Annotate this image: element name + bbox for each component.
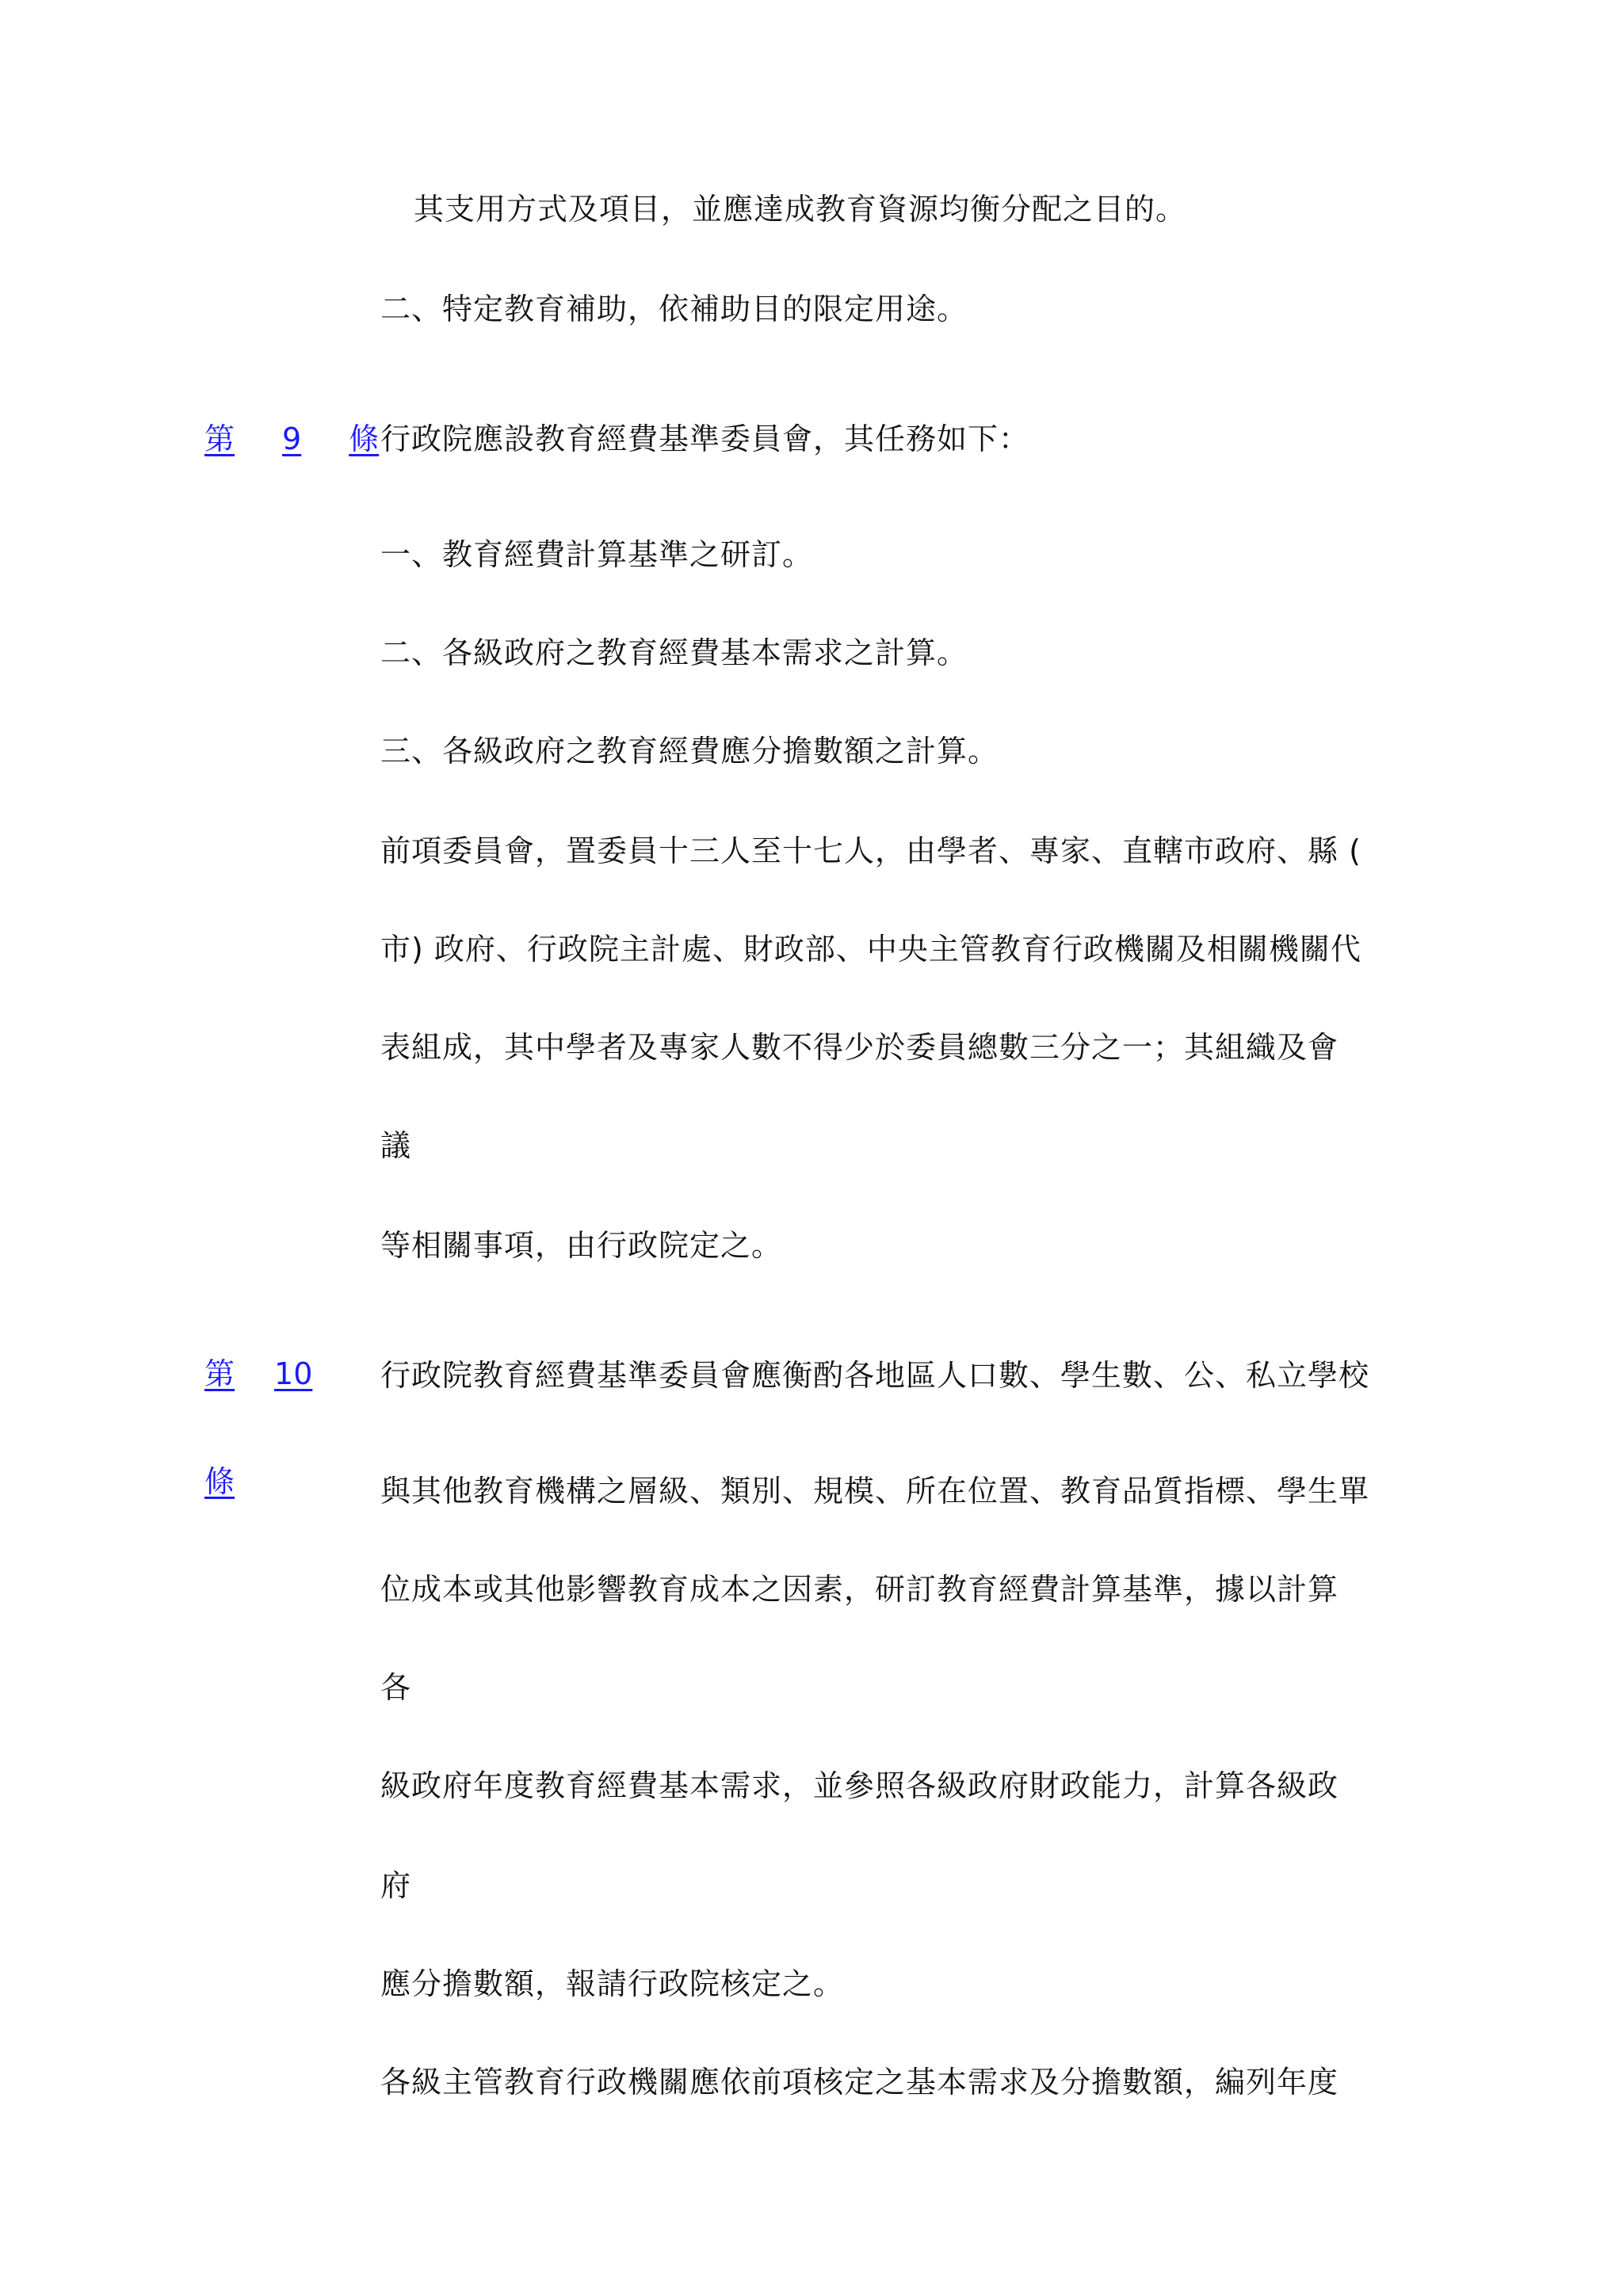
article-9-line: 市) 政府、行政院主計處、財政部、中央主管教育行政機關及相關機關代 — [380, 932, 1361, 967]
article-9-line: 一、教育經費計算基準之研訂。 — [380, 537, 814, 572]
article-9-line: 三、各級政府之教育經費應分擔數額之計算。 — [380, 734, 999, 769]
body-line: 其支用方式及項目，並應達成教育資源均衡分配之目的。 — [414, 192, 1187, 227]
article-10-line: 各級主管教育行政機關應依前項核定之基本需求及分擔數額，編列年度 — [380, 2065, 1339, 2100]
article-10-line: 府 — [380, 1868, 412, 1903]
article-9-line: 二、各級政府之教育經費基本需求之計算。 — [380, 635, 968, 670]
article-10-line: 位成本或其他影響教育成本之因素，研訂教育經費計算基準，據以計算 — [380, 1572, 1339, 1607]
article-9-label-number: 9 — [282, 421, 302, 456]
article-9-line: 表組成，其中學者及專家人數不得少於委員總數三分之一；其組織及會 — [380, 1030, 1339, 1065]
article-10-line: 各 — [380, 1670, 412, 1705]
article-10-label-prefix: 第 — [204, 1356, 235, 1391]
article-9-link[interactable] — [204, 412, 379, 466]
article-9-line: 前項委員會，置委員十三人至十七人，由學者、專家、直轄市政府、縣 ( — [380, 833, 1361, 868]
article-10-link[interactable] — [204, 1347, 347, 1508]
article-10-label-number: 10 — [274, 1356, 313, 1391]
article-9-label-suffix: 條 — [349, 421, 380, 456]
article-10-line: 與其他教育機構之層級、類別、規模、所在位置、教育品質指標、學生單 — [380, 1474, 1370, 1508]
article-10-label-suffix: 條 — [204, 1464, 235, 1499]
article-9-line: 議 — [380, 1128, 412, 1163]
article-9-line: 行政院應設教育經費基準委員會，其任務如下： — [380, 421, 1030, 456]
article-10-line: 級政府年度教育經費基本需求，並參照各級政府財政能力，計算各級政 — [380, 1768, 1339, 1803]
article-9-label-prefix: 第 — [204, 421, 235, 456]
article-9-line: 等相關事項，由行政院定之。 — [380, 1228, 783, 1263]
body-line: 二、特定教育補助，依補助目的限定用途。 — [380, 292, 968, 326]
article-10-line: 應分擔數額，報請行政院核定之。 — [380, 1966, 845, 2001]
article-10-line: 行政院教育經費基準委員會應衡酌各地區人口數、學生數、公、私立學校 — [380, 1358, 1370, 1393]
